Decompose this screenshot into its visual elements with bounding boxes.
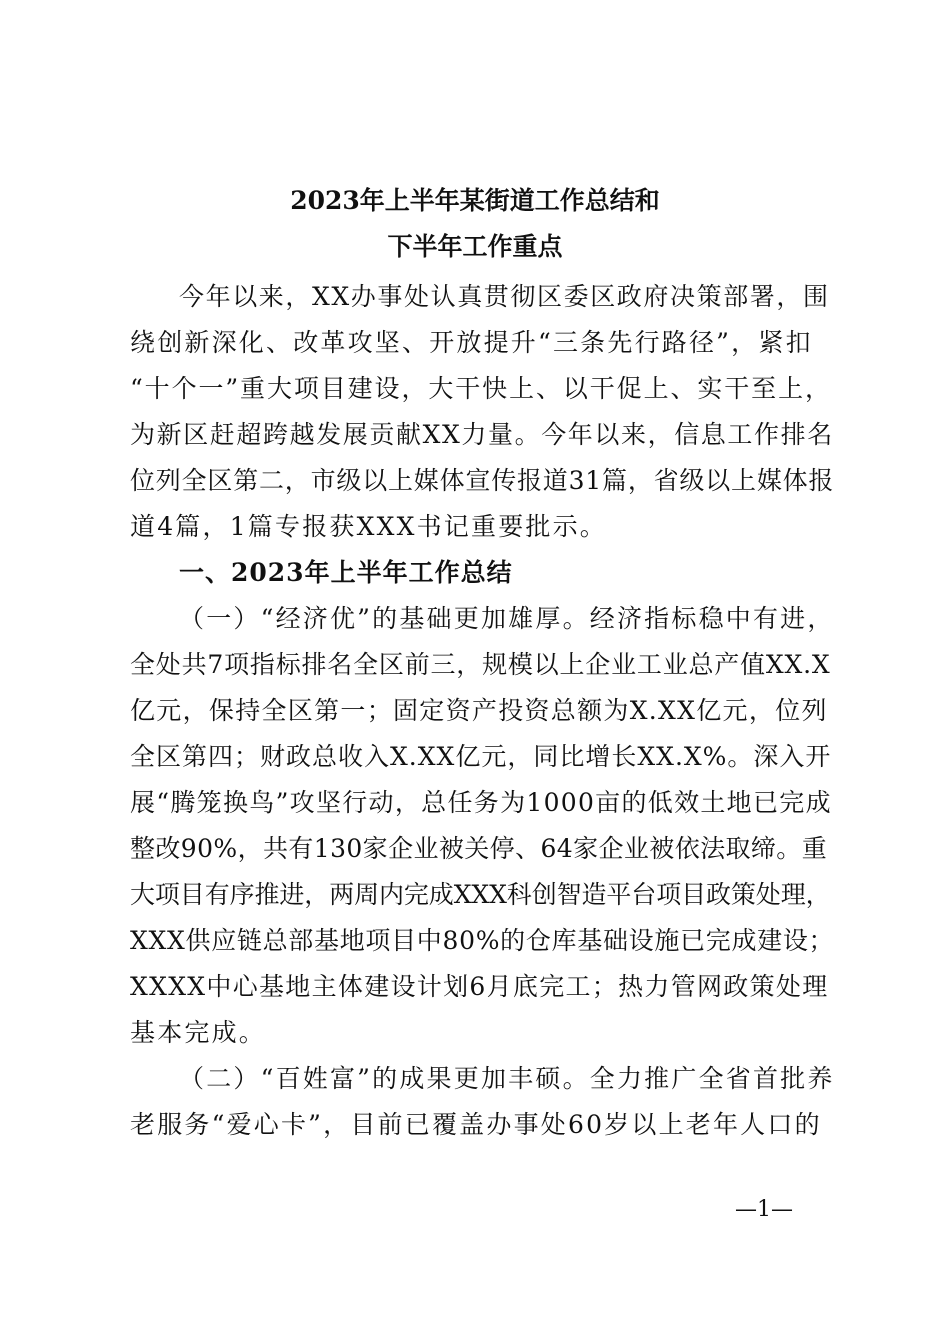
- paragraph-line: 整改90%，共有130家企业被关停、64家企业被依法取缔。重: [130, 834, 828, 863]
- paragraph-line: （二）“百姓富”的成果更加丰硕。全力推广全省首批养: [179, 1064, 835, 1093]
- paragraph-line: 亿元，保持全区第一；固定资产投资总额为X.XX亿元，位列: [130, 696, 828, 725]
- intro-line: 绕创新深化、改革攻坚、开放提升“三条先行路径”，紧扣: [130, 328, 813, 357]
- intro-line: 今年以来，XX办事处认真贯彻区委区政府决策部署，围: [179, 282, 830, 311]
- paragraph-line: 老服务“爱心卡”，目前已覆盖办事处60岁以上老年人口的: [130, 1110, 822, 1139]
- document-title-line-1: 2023年上半年某街道工作总结和: [290, 186, 660, 215]
- paragraph-line: 展“腾笼换鸟”攻坚行动，总任务为1000亩的低效土地已完成: [130, 788, 832, 817]
- section-heading: 一、2023年上半年工作总结: [179, 558, 513, 587]
- paragraph-line: 基本完成。: [130, 1018, 267, 1047]
- paragraph-line: XXX供应链总部基地项目中80%的仓库基础设施已完成建设；: [130, 926, 835, 955]
- page-number: —1—: [735, 1197, 793, 1222]
- document-title-line-2: 下半年工作重点: [387, 232, 563, 261]
- intro-line: “十个一”重大项目建设，大干快上、以干促上、实干至上，: [130, 374, 832, 403]
- intro-line: 为新区赶超跨越发展贡献XX力量。今年以来，信息工作排名: [130, 420, 834, 449]
- intro-line: 道4篇，1篇专报获XXX书记重要批示。: [130, 512, 608, 541]
- paragraph-line: 全处共7项指标排名全区前三，规模以上企业工业总产值XX.X: [130, 650, 831, 679]
- paragraph-line: 全区第四；财政总收入X.XX亿元，同比增长XX.X%。深入开: [130, 742, 832, 771]
- paragraph-line: 大项目有序推进，两周内完成XXX科创智造平台项目政策处理，: [130, 880, 831, 909]
- paragraph-line: （一）“经济优”的基础更加雄厚。经济指标稳中有进，: [179, 604, 835, 633]
- intro-line: 位列全区第二，市级以上媒体宣传报道31篇，省级以上媒体报: [130, 466, 835, 495]
- paragraph-line: XXXX中心基地主体建设计划6月底完工；热力管网政策处理: [130, 972, 829, 1001]
